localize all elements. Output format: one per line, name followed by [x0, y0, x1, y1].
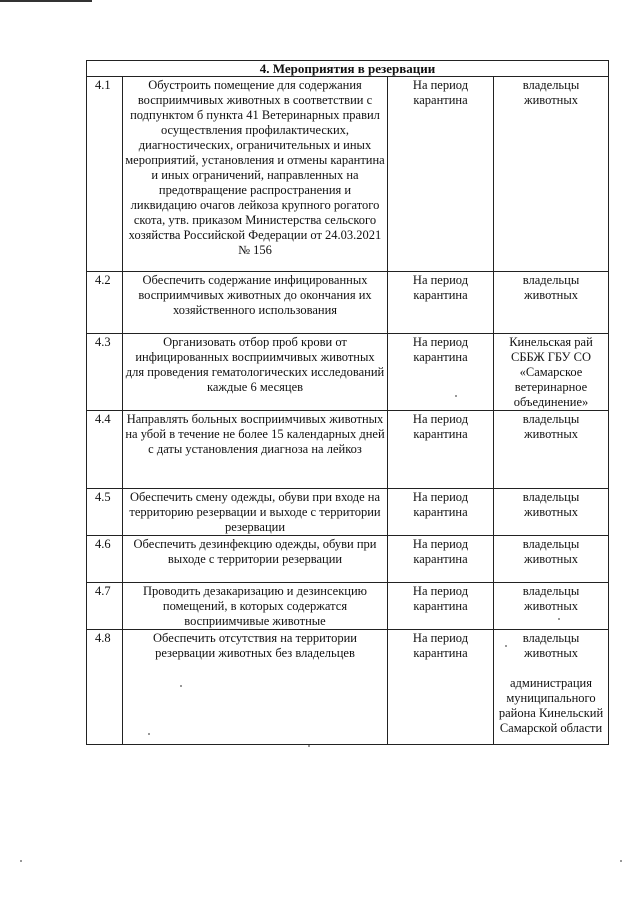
responsible-text: владельцы животных — [494, 411, 609, 489]
scan-speck — [180, 685, 182, 687]
row-number: 4.2 — [87, 272, 123, 334]
measure-text: Обеспечить смену одежды, обуви при входе на территорию резервации и выходе с территории резервации — [123, 489, 388, 536]
measure-text: Проводить дезакаризацию и дезинсекцию помещений, в которых содержатся восприимчивые животные — [123, 583, 388, 630]
table-row — [87, 630, 609, 745]
row-number: 4.7 — [87, 583, 123, 630]
measure-text: Организовать отбор проб крови от инфицированных восприимчивых животных для проведения гематологических исследований каждые 6 месяцев — [123, 334, 388, 411]
row-number: 4.6 — [87, 536, 123, 583]
scan-speck — [620, 860, 622, 862]
table-row — [87, 411, 609, 489]
table-row — [87, 272, 609, 334]
period-text: На период карантина — [388, 77, 494, 272]
measure-text: Обеспечить отсутствия на территории резервации животных без владельцев — [123, 630, 388, 745]
table-row — [87, 536, 609, 583]
scan-speck — [308, 745, 310, 747]
spacer — [496, 661, 606, 676]
scan-speck — [148, 733, 150, 735]
measures-table — [86, 60, 609, 745]
period-text: На период карантина — [388, 630, 494, 745]
scan-speck — [20, 860, 22, 862]
table-row — [87, 77, 609, 272]
responsible-extra-text: администрация муниципального района Кинельский Самарской области — [498, 676, 604, 735]
period-text: На период карантина — [388, 272, 494, 334]
row-number: 4.3 — [87, 334, 123, 411]
responsible-cell — [494, 630, 609, 745]
period-text: На период карантина — [388, 334, 494, 411]
top-rule — [0, 0, 92, 2]
scan-speck — [505, 645, 507, 647]
scan-speck — [455, 395, 457, 397]
period-text: На период карантина — [388, 536, 494, 583]
responsible-text: владельцы животных — [494, 583, 609, 630]
table-row — [87, 489, 609, 536]
responsible-text: владельцы животных — [494, 272, 609, 334]
responsible-text: владельцы животных — [522, 631, 580, 660]
responsible-text: владельцы животных — [494, 536, 609, 583]
measure-text: Обеспечить содержание инфицированных восприимчивых животных до окончания их хозяйственного использования — [123, 272, 388, 334]
measure-text: Обустроить помещение для содержания восприимчивых животных в соответствии с подпунктом б пункта 41 Ветеринарных правил осуществления профилактических, диагностических, ограничительных и иных мероприятий, установления и отмены карантина и иных ограничений, направленных на предотвращение распространения и ликвидацию очагов лейкоза крупного рогатого скота, утв. приказом Министерства сельского хозяйства Российской Федерации от 24.03.2021 № 156 — [123, 77, 388, 272]
row-number: 4.1 — [87, 77, 123, 272]
period-text: На период карантина — [388, 411, 494, 489]
responsible-text: владельцы животных — [494, 489, 609, 536]
row-number: 4.4 — [87, 411, 123, 489]
responsible-text: владельцы животных — [494, 77, 609, 272]
section-header-row — [87, 61, 609, 77]
responsible-text: Кинельская рай СББЖ ГБУ СО «Самарское ветеринарное объединение» — [494, 334, 609, 411]
table-row — [87, 334, 609, 411]
period-text: На период карантина — [388, 583, 494, 630]
section-title: 4. Мероприятия в резервации — [87, 61, 609, 77]
table-row — [87, 583, 609, 630]
measure-text: Обеспечить дезинфекцию одежды, обуви при выходе с территории резервации — [123, 536, 388, 583]
row-number: 4.8 — [87, 630, 123, 745]
row-number: 4.5 — [87, 489, 123, 536]
period-text: На период карантина — [388, 489, 494, 536]
scan-speck — [558, 618, 560, 620]
measure-text: Направлять больных восприимчивых животных на убой в течение не более 15 календарных дней с даты установления диагноза на лейкоз — [123, 411, 388, 489]
